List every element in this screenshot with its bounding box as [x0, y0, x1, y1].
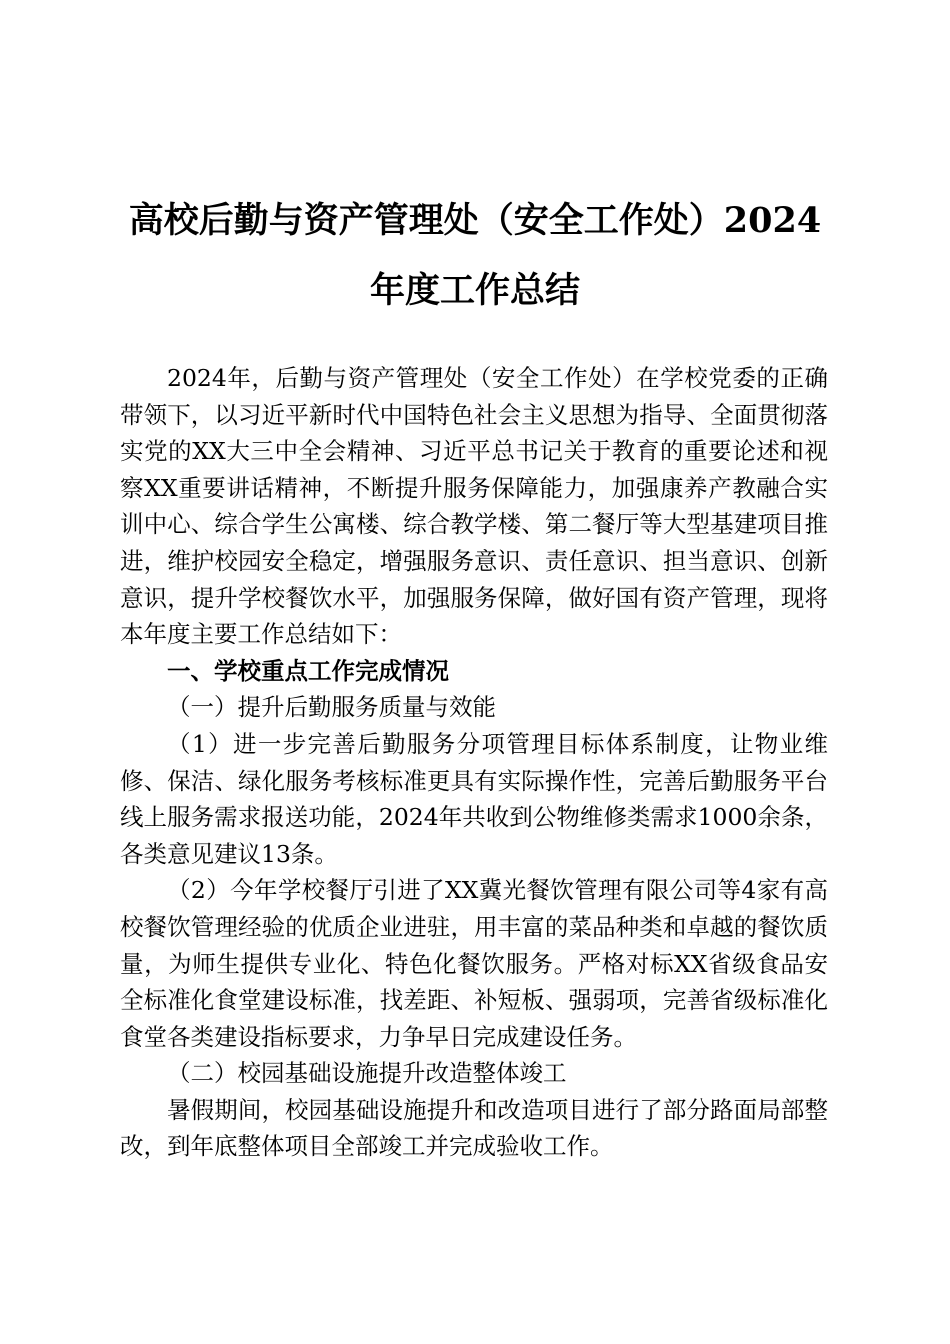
subsection-heading-2: （二）校园基础设施提升改造整体竣工	[167, 1059, 567, 1088]
subsection-heading-1: （一）提升后勤服务质量与效能	[167, 693, 496, 722]
intro-paragraph: 2024年，后勤与资产管理处（安全工作处）在学校党委的正确带领下，以习近平新时代中国特色社会主义思想为指导、全面贯彻落实党的XX大三中全会精神、习近平总书记关于教育的重要论述和视察XX重要讲话精神，不断提升服务保障能力，加强康养产教融合实训中心、综合学生公寓楼、综合教学楼、第二餐厅等大型基建项目推进，维护校园安全稳定，增强服务意识、责任意识、担当意识、创新意识，提升学校餐饮水平，加强服务保障，做好国有资产管理，现将本年度主要工作总结如下：	[120, 364, 828, 649]
document-body	[120, 360, 828, 1165]
document-title: 高校后勤与资产管理处（安全工作处）2024年度工作总结	[128, 200, 822, 311]
item-paragraph-2: （2）今年学校餐厅引进了XX冀光餐饮管理有限公司等4家有高校餐饮管理经验的优质企业进驻，用丰富的菜品种类和卓越的餐饮质量，为师生提供专业化、特色化餐饮服务。严格对标XX省级食品安全标准化食堂建设标准，找差距、补短板、强弱项，完善省级标准化食堂各类建设指标要求，力争早日完成建设任务。	[120, 876, 828, 1051]
item-paragraph-3: 暑假期间，校园基础设施提升和改造项目进行了部分路面局部整改，到年底整体项目全部竣工并完成验收工作。	[120, 1095, 828, 1161]
item-paragraph-1: （1）进一步完善后勤服务分项管理目标体系制度，让物业维修、保洁、绿化服务考核标准更具有实际操作性，完善后勤服务平台线上服务需求报送功能，2024年共收到公物维修类需求1000余条，各类意见建议13条。	[120, 729, 828, 868]
section-heading-1: 一、学校重点工作完成情况	[167, 656, 449, 685]
